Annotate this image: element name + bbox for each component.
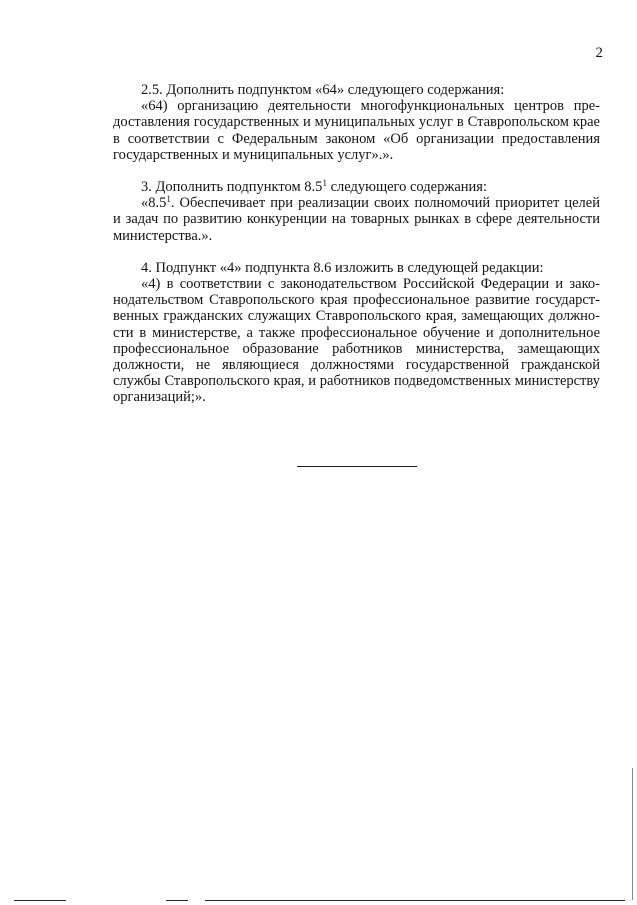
section-3-body-superscript: 1 <box>166 194 171 205</box>
section-4-body: «4) в соответствии с законодательством Российской Федерации и законодательством Ставропольского края профессиональное развитие государственных гражданских служащих Ставропольского края, замещающих должности в министерстве, а также профессиональное обучение и дополнительное профессиональное образование работников министерства, замещающих должности, не являющиеся должностями государственной гражданской службы Ставропольского края, и работников подведомственных министерству организаций;». <box>113 276 600 406</box>
section-gap <box>113 163 600 179</box>
section-3-body-text: . Обеспечивает при реализации своих полномочий приоритет целей и задач по развитию конкуренции на товарных рынках в сфере деятельности министерства.». <box>113 195 600 244</box>
section-2-5-heading: 2.5. Дополнить подпунктом «64» следующего содержания: <box>141 82 505 98</box>
scan-artifact-line <box>166 900 188 901</box>
scan-artifact-line <box>14 900 66 901</box>
document-body <box>113 82 600 406</box>
section-gap <box>113 244 600 260</box>
section-2-5-body: «64) организацию деятельности многофункциональных центров предоставления государственных и муниципальных услуг в Ставропольском крае в соответствии с Федеральным законом «Об организации предоставления государственных и муниципальных услуг».». <box>113 98 600 163</box>
scan-artifact-edge <box>632 768 633 900</box>
document-end-rule <box>297 466 417 467</box>
section-3-heading-superscript: 1 <box>322 178 327 189</box>
page-number: 2 <box>595 45 603 61</box>
section-3-heading-text: 3. Дополнить подпунктом 8.5 <box>141 179 323 196</box>
section-4-heading: 4. Подпункт «4» подпункта 8.6 изложить в следующей редакции: <box>141 259 544 276</box>
section-3-body <box>113 195 600 244</box>
scan-artifact-line <box>205 900 625 901</box>
section-3-heading-tail: следующего содержания: <box>326 179 488 196</box>
section-3-heading <box>113 179 600 195</box>
section-3-body-lead: «8.5 <box>141 195 167 212</box>
